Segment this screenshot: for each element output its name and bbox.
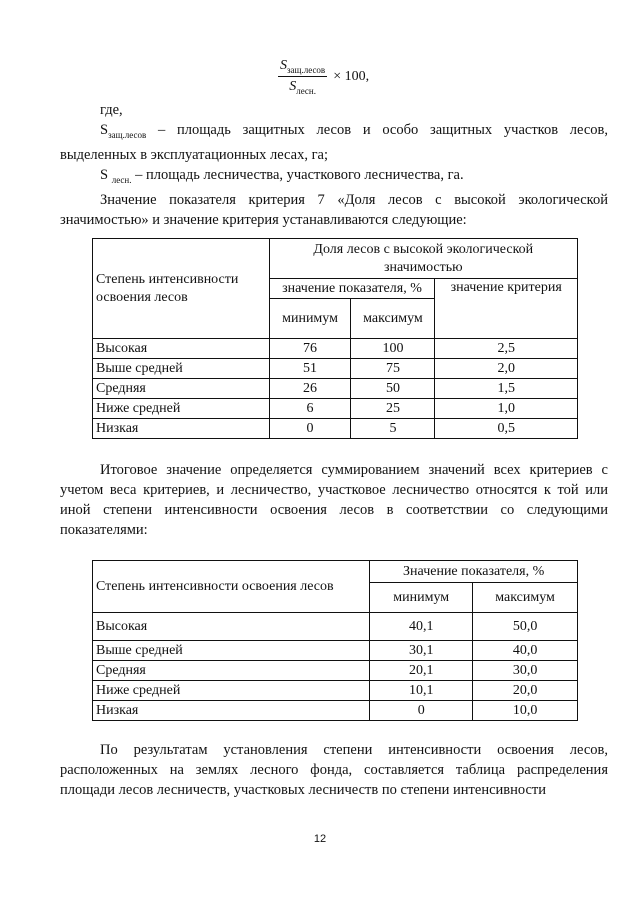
criterion-table <box>92 238 578 439</box>
definitions-block <box>60 100 608 230</box>
table-row: Средняя 20,1 30,0 <box>93 661 578 681</box>
table1-max-header: максимум <box>351 299 435 339</box>
table-row: Низкая 0 10,0 <box>93 701 578 721</box>
table1-min-header: минимум <box>269 299 351 339</box>
table2-group-header: Значение показателя, % <box>370 561 578 583</box>
table2-max-header: максимум <box>473 583 578 613</box>
definition-protected-forests: $S_{защ.лесов}$ – площадь защитных лесов и особо защитных участков лесов, выделенных в эксплуатационных лесах, га; <box>60 122 608 163</box>
table1-row-header: Степень интенсивности освоения лесов <box>93 239 270 339</box>
table-row: Выше средней 51 75 2,0 <box>93 359 578 379</box>
formula <box>278 58 369 96</box>
table-row: Ниже средней 6 25 1,0 <box>93 399 578 419</box>
table-row: Выше средней 30,1 40,0 <box>93 641 578 661</box>
table2-min-header: минимум <box>370 583 473 613</box>
where-label: где, <box>100 102 123 118</box>
table1-criterion-header: значение критерия <box>435 279 578 339</box>
table1-indicator-header: значение показателя, % <box>269 279 435 299</box>
formula-fraction <box>278 58 327 96</box>
table-row: Низкая 0 5 0,5 <box>93 419 578 439</box>
table-row: Высокая 40,1 50,0 <box>93 613 578 641</box>
summary-block <box>60 460 608 540</box>
definition-forestry-area: S $_{лесн.}$ – площадь лесничества, участкового лесничества, га. <box>100 166 464 185</box>
table-row: Ниже средней 10,1 20,0 <box>93 681 578 701</box>
formula-denominator: $S_{лесн.}$ <box>289 78 316 96</box>
table-row: Высокая 76 100 2,5 <box>93 339 578 359</box>
closing-paragraph: По результатам установления степени интенсивности освоения лесов, расположенных на землях лесного фонда, составляется таблица распределения площади лесов лесничеств, участковых лесничеств по степени интенсивности <box>60 742 608 798</box>
intensity-table <box>92 560 578 721</box>
table2-row-header: Степень интенсивности освоения лесов <box>93 561 370 613</box>
intro-paragraph: Значение показателя критерия 7 «Доля лесов с высокой экологической значимостью» и значение критерия устанавливаются следующие: <box>60 191 608 228</box>
table1-group-header: Доля лесов с высокой экологической значимостью <box>269 239 577 279</box>
summary-paragraph: Итоговое значение определяется суммированием значений всех критериев с учетом веса критериев, и лесничество, участковое лесничество относятся к той или иной степени интенсивности освоения лесов в соответствии со следующими показателями: <box>60 462 608 538</box>
closing-block <box>60 740 608 800</box>
table-row: Средняя 26 50 1,5 <box>93 379 578 399</box>
formula-numerator: $S_{защ.лесов}$ <box>280 58 326 75</box>
page-number: 12 <box>313 833 327 845</box>
formula-suffix: × 100, <box>333 68 370 84</box>
